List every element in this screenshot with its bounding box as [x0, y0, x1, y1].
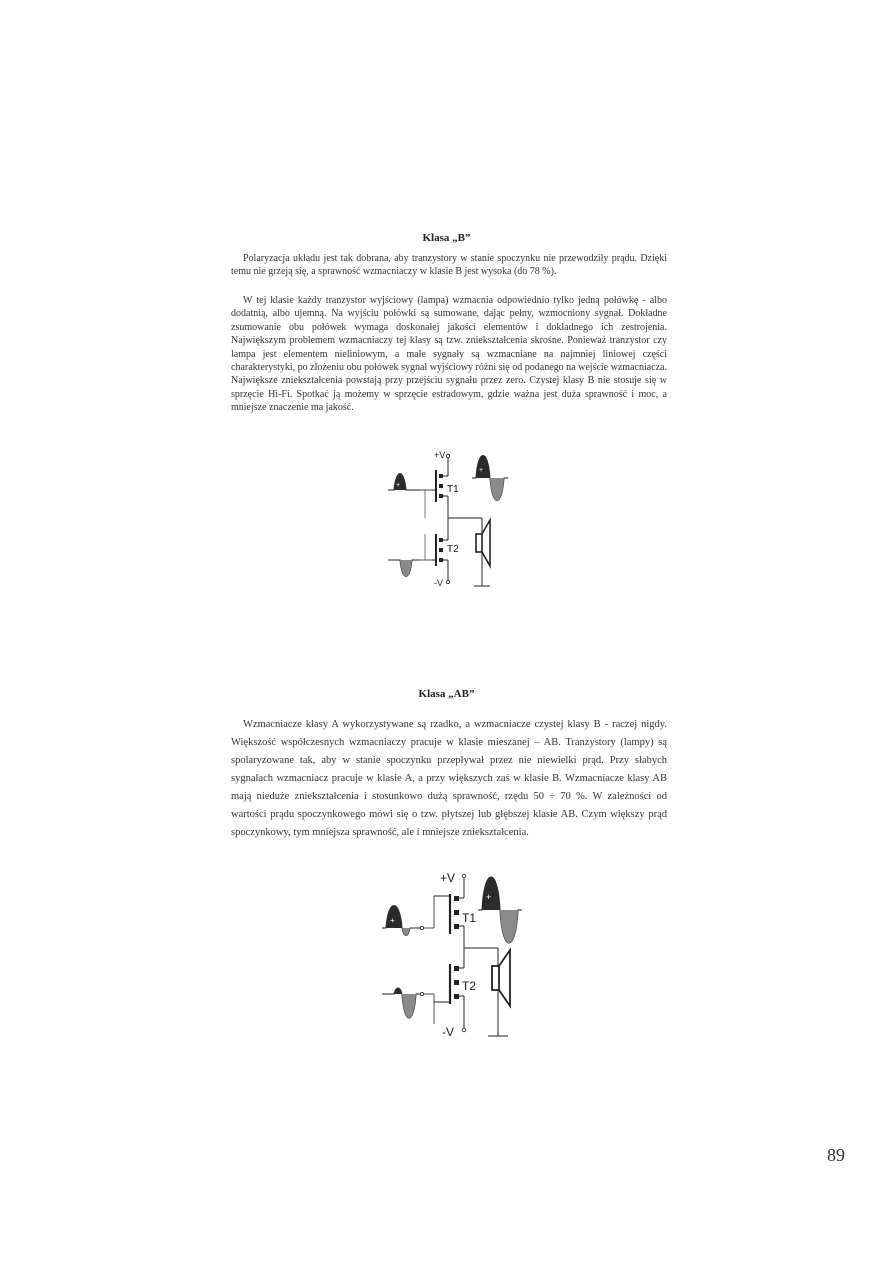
section-b-paragraph-1: Polaryzacja układu jest tak dobrana, aby tranzystory w stanie spoczynku nie przewodziły prądu. Dzięki temu nie grzeją się, a sprawność wzmacniaczy w klasie B jest wysoka (do 78 %).	[231, 253, 667, 278]
section-b-title: Klasa „B”	[422, 232, 471, 244]
speaker-icon	[476, 520, 490, 566]
input-wave-bottom-icon	[382, 988, 420, 1018]
svg-text:+: +	[390, 916, 395, 925]
page-number: 89	[827, 1145, 845, 1165]
vplus-label: +V	[440, 871, 456, 885]
svg-text:+: +	[479, 467, 484, 474]
svg-text:+: +	[486, 892, 492, 902]
output-wave-icon	[478, 877, 522, 943]
transistor-t2-icon	[434, 950, 464, 1028]
t1-label: T1	[462, 911, 477, 925]
transistor-t2-icon	[432, 522, 448, 580]
class-ab-circuit-diagram	[378, 866, 528, 1041]
input-wave-top-icon	[382, 906, 420, 936]
t1-label: T1	[447, 484, 459, 495]
t2-label: T2	[447, 544, 459, 555]
speaker-icon	[492, 950, 510, 1006]
input-wave-bottom-icon	[388, 560, 420, 577]
section-b-paragraph-2: W tej klasie każdy tranzystor wyjściowy (lampa) wzmacnia odpowiednio tylko jedną połówkę - albo dodatnią, albo ujemną. Na wyjściu połówki są sumowane, dając pełny, wzmocniony sygnał. Dokładne zsumowanie obu połówek wymaga doskonałej jakości elementów i dokładnego ich zestrojenia. Największym problemem wzmacniaczy tej klasy są tzw. zniekształcenia skrośne. Ponieważ tranzystor czy lampa jest elementem nieliniowym, a małe sygnały są wzmacniane na najmniej liniowej części charakterystyki, po złożeniu obu połówek sygnał wyjściowy różni się od podanego na wejście wzmacniacza. Największe zniekształcenia powstają przy przejściu sygnału przez zero. Czystej klasy B nie stosuje się w sprzęcie Hi-Fi. Spotkać ją możemy w sprzęcie estradowym, gdzie ważna jest duża sprawność i moc, a mniejsze znaczenie ma jakość.	[231, 295, 667, 414]
vminus-label: -V	[434, 578, 443, 588]
transistor-t1-icon	[432, 458, 448, 514]
input-wave-top-icon	[388, 474, 420, 491]
output-wave-icon	[472, 456, 508, 501]
svg-text:+: +	[396, 482, 401, 489]
vminus-label: -V	[442, 1025, 454, 1039]
t2-label: T2	[462, 979, 477, 993]
class-b-circuit-diagram	[380, 448, 530, 590]
transistor-t1-icon	[434, 878, 464, 946]
vplus-label: +V	[434, 450, 446, 460]
section-ab-paragraph-1: Wzmacniacze klasy A wykorzystywane są rzadko, a wzmacniacze czystej klasy B - raczej nigdy. Większość współczesnych wzmacniaczy pracuje w klasie mieszanej – AB. Tranzystory (lampy) są spolaryzowane tak, aby w stanie spoczynku przepływał przez nie niewielki prąd. Przy słabych sygnałach wzmacniacz pracuje w klasie A, a przy większych zaś w klasie B. Wzmacniacze klasy AB mają nieduże zniekształcenia i stosunkowo dużą sprawność, rzędu 50 ÷ 70 %. W zależności od wartości prądu spoczynkowego mówi się o tzw. płytszej lub głębszej klasie AB. Czym większy prąd spoczynkowy, tym mniejsza sprawność, ale i mniejsze zniekształcenia.	[231, 719, 667, 838]
section-ab-title: Klasa „AB”	[418, 688, 475, 700]
